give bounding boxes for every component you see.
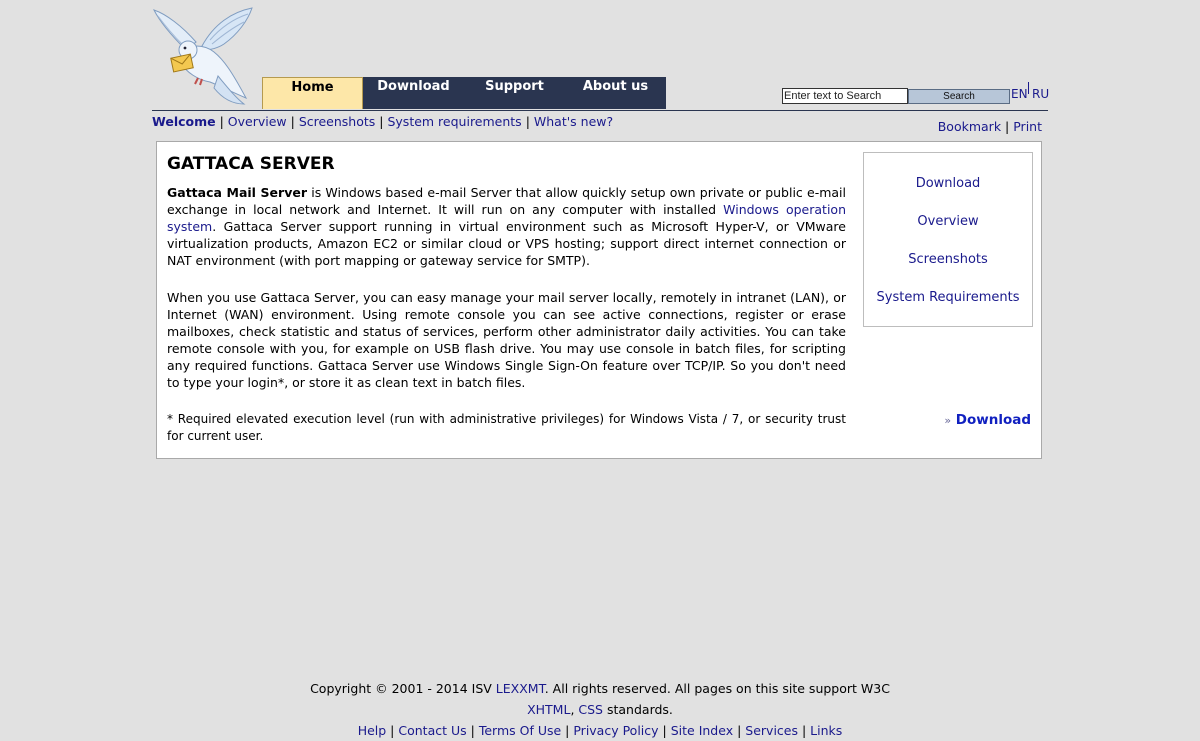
footnote: * Required elevated execution level (run with administrative privileges) for Windows Vista / 7, or security trust for current user.	[167, 412, 846, 443]
language-en-link[interactable]: EN	[1011, 87, 1028, 101]
footer-links-link[interactable]: Links	[810, 723, 843, 738]
footer-help-link[interactable]: Help	[357, 723, 387, 738]
xhtml-link[interactable]: XHTML	[527, 702, 571, 717]
language-separator	[1028, 82, 1029, 94]
nav-about-us[interactable]: About us	[565, 77, 666, 109]
page-wrapper	[152, 0, 1048, 740]
breadcrumb-subnav: Welcome | Overview | Screenshots | System requirements | What's new?	[152, 114, 614, 129]
lexxmt-link[interactable]: LEXXMT	[495, 681, 545, 696]
main-nav	[262, 77, 666, 109]
footer-site-index-link[interactable]: Site Index	[670, 723, 734, 738]
subnav-overview[interactable]: Overview	[227, 114, 287, 129]
copyright-text: Copyright © 2001 - 2014 ISV LEXXMT. All rights reserved. All pages on this site support W3C XHTML, CSS standards.	[310, 681, 890, 717]
sidebar-item-overview[interactable]: Overview	[917, 214, 979, 229]
print-link[interactable]: Print	[1013, 119, 1042, 134]
management-paragraph: When you use Gattaca Server, you can easy manage your mail server locally, remotely in intranet (LAN), or Internet (WAN) environment. Using remote console you can see active connections, register or erase mailboxes, check statistic and status of services, perform other administrator daily activities. You can take remote console with you, for example on USB flash drive. You may use console in batch files, for scripting any required functions. Gattaca Server use Windows Single Sign-On feature over TCP/IP. So you don't need to type your login*, or store it as clean text in batch files.	[167, 290, 846, 390]
search-input[interactable]: Enter text to Search	[782, 88, 908, 104]
product-name: Gattaca Mail Server	[167, 185, 307, 200]
main-content	[167, 154, 846, 445]
utility-links: Bookmark | Print	[937, 119, 1042, 134]
footer-links: Help | Contact Us | Terms Of Use | Privacy Policy | Site Index | Services | Links	[357, 723, 843, 738]
footer-terms-link[interactable]: Terms Of Use	[478, 723, 562, 738]
subnav-welcome[interactable]: Welcome	[152, 114, 216, 129]
dove-with-envelope-icon[interactable]	[152, 6, 254, 106]
page-title: GATTACA SERVER	[167, 154, 335, 174]
nav-home[interactable]: Home	[262, 77, 363, 109]
footer-privacy-link[interactable]: Privacy Policy	[573, 723, 659, 738]
bookmark-link[interactable]: Bookmark	[937, 119, 1002, 134]
intro-paragraph: Gattaca Mail Server is Windows based e-mail Server that allow quickly setup own private or public e-mail exchange in local network and Internet. It will run on any computer with installed Windows operation system. Gattaca Server support running in virtual environment such as Microsoft Hyper-V, or VMware virtualization products, Amazon EC2 or similar cloud or VPS hosting; support direct internet connection or NAT environment (with port mapping or gateway service for SMTP).	[167, 185, 846, 268]
sidebar-item-download[interactable]: Download	[915, 176, 981, 191]
download-cta	[944, 412, 1031, 428]
nav-support[interactable]: Support	[464, 77, 565, 109]
sidebar-item-system-requirements[interactable]: System Requirements	[876, 290, 1020, 305]
footer-services-link[interactable]: Services	[745, 723, 798, 738]
nav-download[interactable]: Download	[363, 77, 464, 109]
subnav-screenshots[interactable]: Screenshots	[298, 114, 376, 129]
windows-os-link[interactable]: Windows operation system	[167, 202, 846, 234]
double-chevron-icon: »	[944, 414, 952, 427]
download-link[interactable]: Download	[955, 412, 1031, 428]
quick-links-panel	[863, 152, 1033, 327]
language-ru-link[interactable]: RU	[1032, 87, 1050, 101]
footer-contact-link[interactable]: Contact Us	[398, 723, 467, 738]
header-rule	[152, 110, 1048, 111]
content-box	[156, 141, 1042, 459]
sidebar-item-screenshots[interactable]: Screenshots	[908, 252, 988, 267]
css-link[interactable]: CSS	[578, 702, 603, 717]
search-button[interactable]: Search	[908, 89, 1010, 104]
subnav-system-requirements[interactable]: System requirements	[387, 114, 522, 129]
footer	[152, 678, 1048, 741]
subnav-whats-new[interactable]: What's new?	[533, 114, 614, 129]
